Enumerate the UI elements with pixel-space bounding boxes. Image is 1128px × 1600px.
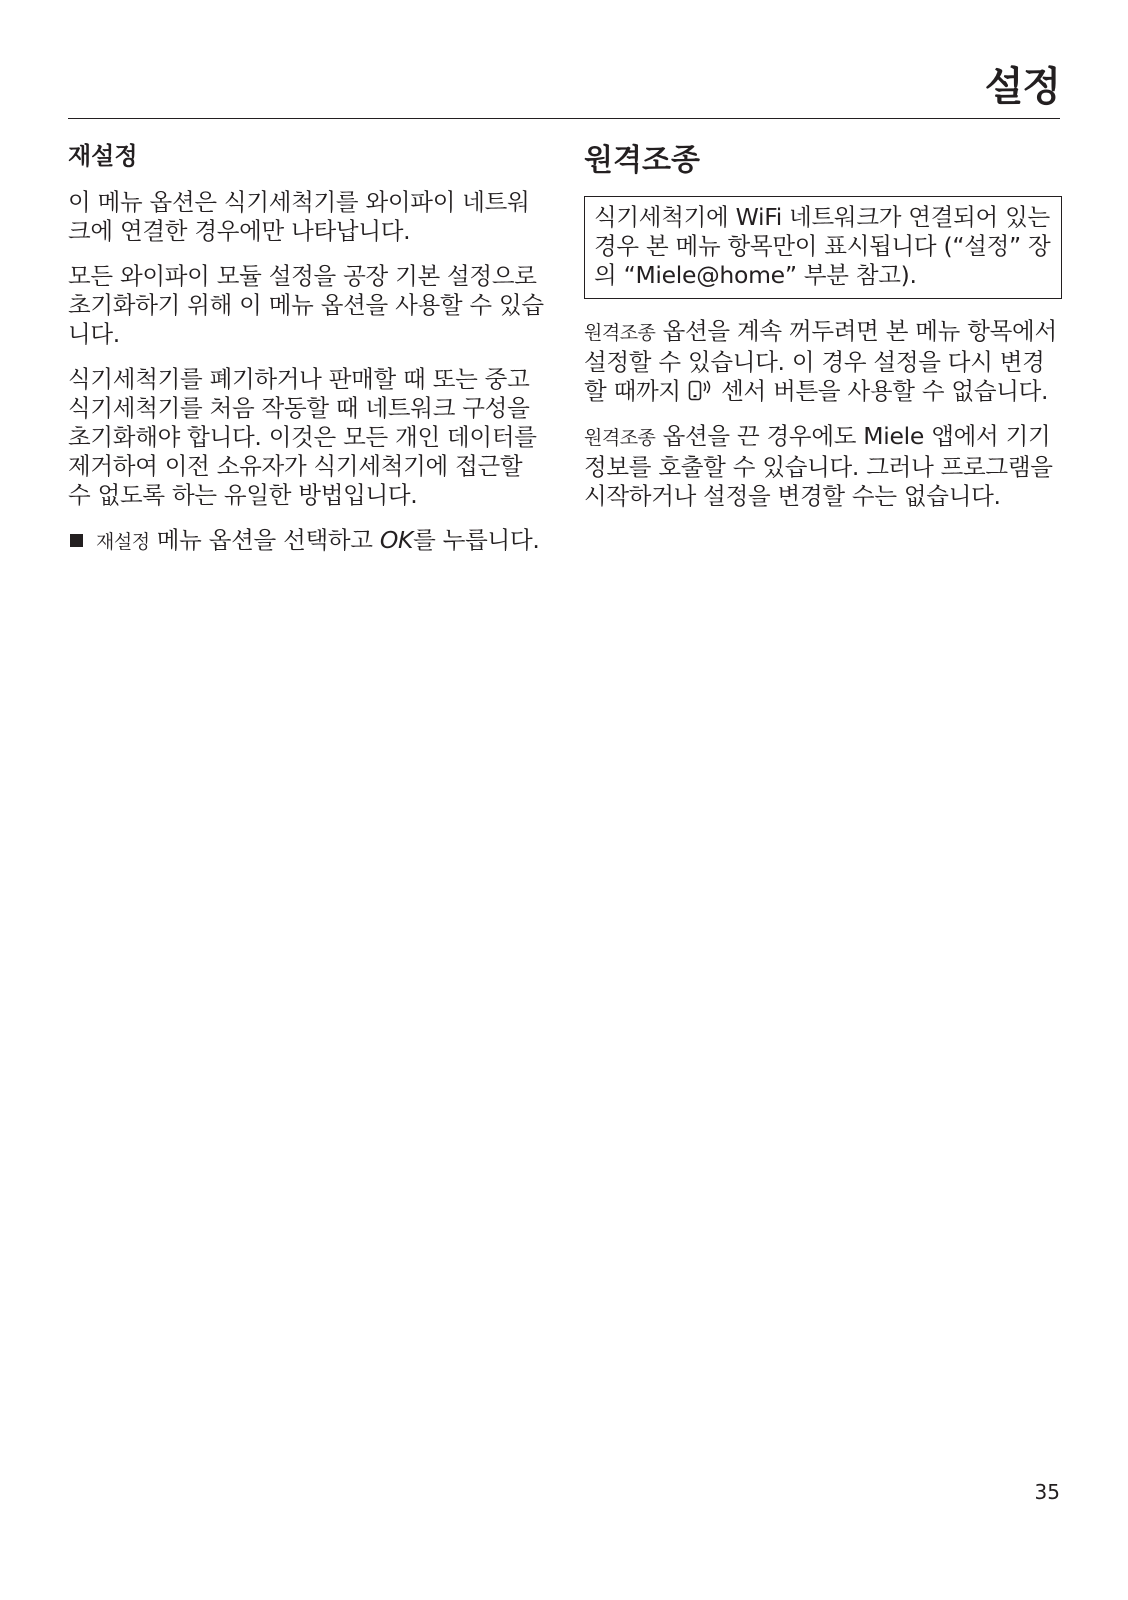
left-column <box>68 140 548 557</box>
page-title: 설정 <box>984 64 1060 110</box>
right-column <box>584 140 1062 511</box>
remote-ui-label-1: 원격조종 <box>584 322 656 344</box>
step-bullet-icon <box>70 534 83 547</box>
reset-step <box>68 526 548 557</box>
remote-control-heading: 원격조종 <box>584 143 700 178</box>
page-header <box>68 60 1060 119</box>
remote-paragraph-2 <box>584 422 1062 511</box>
remote-paragraph-1-text-b: 센서 버튼을 사용할 수 없습니다. <box>713 377 1049 405</box>
reset-heading: 재설정 <box>68 142 138 170</box>
step-text-before: 메뉴 옵션을 선택하고 <box>149 526 380 554</box>
note-box <box>584 196 1062 299</box>
remote-paragraph-2-text: 옵션을 끈 경우에도 Miele 앱에서 기기 정보를 호출할 수 있습니다. 그러나 프로그램을 시작하거나 설정을 변경할 수는 없습니다. <box>584 422 1053 510</box>
remote-paragraph-1 <box>584 317 1062 406</box>
step-text-after: 를 누릅니다. <box>413 526 540 554</box>
remote-ui-label-2: 원격조종 <box>584 427 656 449</box>
reset-ui-label: 재설정 <box>96 531 150 553</box>
remote-paragraph-1-text-a: 옵션을 계속 꺼두려면 본 메뉴 항목에서 설정할 수 있습니다. 이 경우 설정을 다시 변경할 때까지 <box>584 317 1057 405</box>
reset-paragraph-1: 이 메뉴 옵션은 식기세척기를 와이파이 네트워크에 연결한 경우에만 나타납니다. <box>68 188 530 245</box>
ok-button-label: OK <box>379 526 414 554</box>
reset-paragraph-2: 모든 와이파이 모듈 설정을 공장 기본 설정으로 초기화하기 위해 이 메뉴 옵션을 사용할 수 있습니다. <box>68 262 544 348</box>
reset-paragraph-3: 식기세척기를 폐기하거나 판매할 때 또는 중고 식기세척기를 처음 작동할 때 네트워크 구성을 초기화해야 합니다. 이것은 모든 개인 데이터를 제거하여 이전 소유자가 식기세척기에 접근할 수 없도록 하는 유일한 방법입니다. <box>68 365 537 509</box>
remote-control-sensor-icon <box>688 379 714 403</box>
page-number: 35 <box>1034 1480 1060 1504</box>
note-text: 식기세척기에 WiFi 네트워크가 연결되어 있는 경우 본 메뉴 항목만이 표시됩니다 (“설정” 장의 “Miele@home” 부분 참고). <box>594 203 1051 289</box>
